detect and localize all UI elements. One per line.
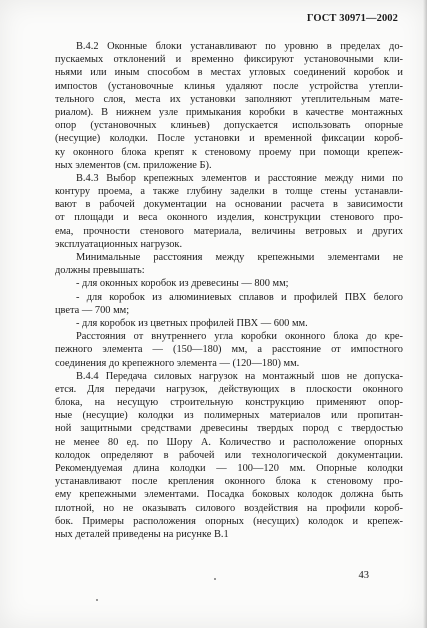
text-line: Расстояния от внутреннего угла коробки оконного блока до кре-	[76, 331, 403, 343]
text-line: вают в рабочей документации на основании расчета в зависимости	[55, 199, 403, 211]
text-line: бок. Примеры расположения опорных (несущих) колодок и крепеж-	[55, 515, 403, 527]
text-line: соединения до крепежного элемента — (120—180) мм.	[55, 357, 300, 369]
text-line: ема, прочности стенового материала, величины ветровых и других	[55, 225, 403, 237]
text-line: В.4.3 Выбор крепежных элементов и расстояние между ними по	[76, 172, 403, 184]
text-line: - для коробок из алюминиевых сплавов и профилей ПВХ белого	[76, 291, 403, 303]
scan-speck	[214, 578, 216, 580]
body-text	[55, 40, 403, 541]
scan-speck	[96, 599, 98, 601]
text-line: ньями или иным способом в местах угловых соединений коробок и	[55, 67, 403, 79]
text-line: тельного слоя, места их установки заполняют утеплительным мате-	[55, 93, 403, 105]
text-line: Минимальные расстояния между крепежными элементами не	[76, 252, 403, 263]
text-line: не менее 80 ед. по Шору А. Количество и расположение опорных	[55, 436, 403, 448]
text-line: эксплуатационных нагрузок.	[55, 238, 183, 250]
text-line: блока, на несущую строительную конструкцию применяют опор-	[55, 397, 403, 409]
text-line: ных деталей приведены на рисунке В.1	[55, 528, 229, 540]
text-line: Рекомендуемая длина колодки — 100—120 мм. Опорные колодки	[55, 463, 403, 474]
text-line: ется. Для передачи нагрузок, действующих в плоскости оконного	[55, 383, 403, 395]
text-line: риалом). В нижнем узле примыкания коробки в качестве монтажных	[55, 106, 403, 118]
text-line: - для оконных коробок из древесины — 800 мм;	[76, 278, 289, 290]
text-line: импостов (установочные клинья удаляют после устройства утепли-	[55, 80, 403, 92]
text-line: В.4.4 Передача силовых нагрузок на монтажный шов не допуска-	[76, 370, 403, 382]
text-line: плотной, но не оказывать силового воздействия на профили короб-	[55, 502, 403, 514]
text-line: В.4.2 Оконные блоки устанавливают по уровню в пределах до-	[76, 41, 403, 52]
page-number: 43	[358, 570, 369, 581]
text-line: ему крепежными элементами. Посадка боковых колодок должна быть	[55, 489, 403, 501]
text-line: ной защитными средствами древесины твердых пород с твердостью	[55, 423, 403, 435]
text-line: цвета — 700 мм;	[55, 304, 130, 316]
text-line: должны превышать:	[55, 265, 145, 277]
text-line: от площади и веса оконного изделия, конструкции стенового про-	[55, 212, 403, 224]
text-line: контуру проема, а также глубину заделки в толще стены устанавли-	[55, 186, 403, 198]
text-line: колодок определяют в рабочей или технологической документации.	[55, 449, 403, 461]
text-line: ку оконного блока крепят к стеновому проему при помощи крепеж-	[55, 146, 403, 158]
text-line: - для коробок из цветных профилей ПВХ — 600 мм.	[76, 317, 308, 329]
standard-header: ГОСТ 30971—2002	[306, 13, 398, 24]
text-line: опор (установочных клиньев) допускается использовать опорные	[55, 120, 403, 132]
text-line: (несущие) колодки. После установки и временной фиксации короб-	[55, 133, 403, 145]
page-edge-shadow	[423, 0, 427, 628]
text-line: пежного элемента — (150—180) мм, а расстояние от импостного	[55, 344, 403, 356]
text-line: ные (несущие) колодки из полимерных материалов или пропитан-	[55, 410, 403, 422]
text-line: пускаемых отклонений и временно фиксируют установочными кли-	[55, 54, 403, 66]
text-line: устанавливают после крепления оконного блока к стеновому про-	[55, 476, 403, 488]
text-line: ных элементов (см. приложение Б).	[55, 159, 212, 171]
